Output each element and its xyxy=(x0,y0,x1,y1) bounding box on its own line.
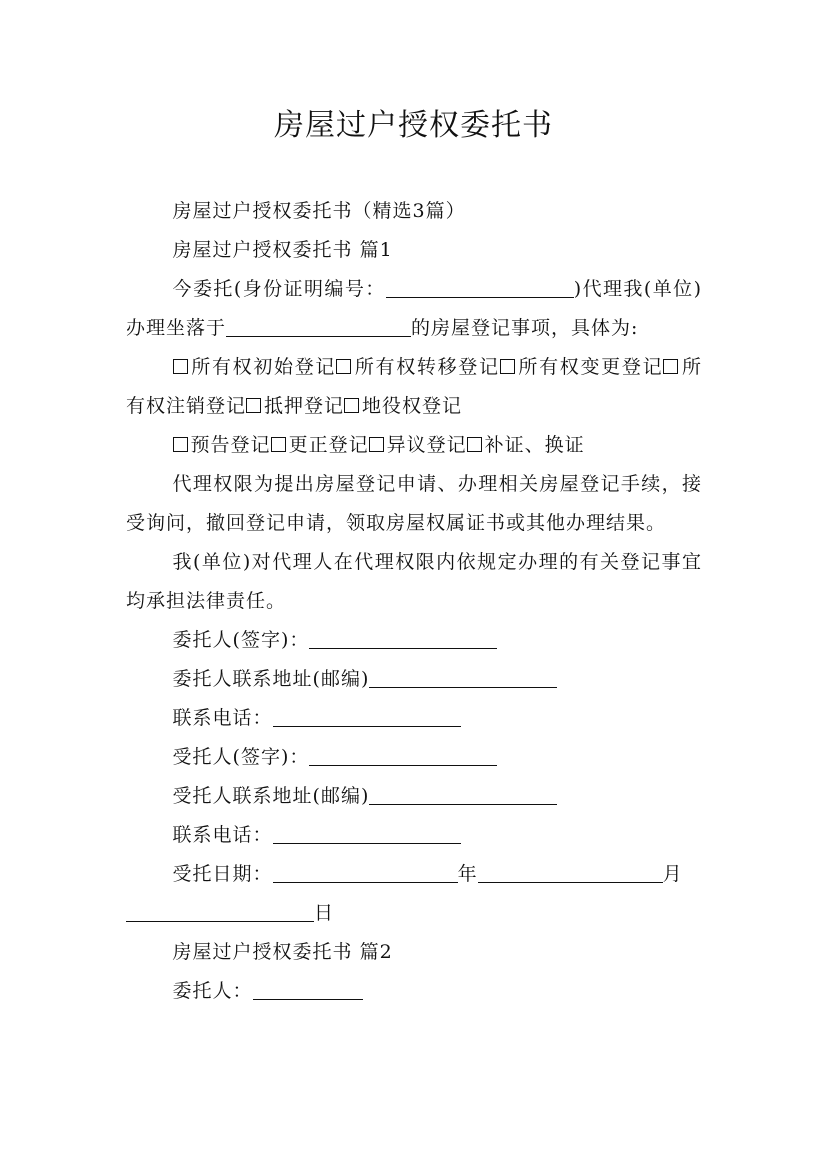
section-heading-2: 房屋过户授权委托书 篇2 xyxy=(172,941,393,963)
checkbox-icon xyxy=(369,437,384,452)
address-blank xyxy=(369,783,557,805)
checkbox-list-1 xyxy=(126,348,702,426)
address-blank xyxy=(369,666,557,688)
principal-phone-field: 联系电话： xyxy=(126,699,702,738)
checkbox-icon xyxy=(344,398,359,413)
checkbox-icon xyxy=(500,359,515,374)
checkbox-icon xyxy=(271,437,286,452)
location-blank xyxy=(226,315,411,337)
phone-blank xyxy=(273,705,461,727)
section2-principal-field: 委托人： xyxy=(126,972,702,1011)
checkbox-item: 异议登记 xyxy=(369,434,467,456)
principal-sign-field: 委托人(签字)： xyxy=(126,621,702,660)
document-title: 房屋过户授权委托书 xyxy=(274,108,553,143)
checkbox-item: 地役权登记 xyxy=(344,395,462,417)
checkbox-item: 所有权注销登记 xyxy=(126,356,702,417)
checkbox-icon xyxy=(467,437,482,452)
entrust-text-c: 的房屋登记事项，具体为: xyxy=(411,317,639,339)
id-number-blank xyxy=(386,276,574,298)
principal-address-field: 委托人联系地址(邮编) xyxy=(126,660,702,699)
subtitle: 房屋过户授权委托书（精选3篇） xyxy=(172,200,466,222)
section-heading-1: 房屋过户授权委托书 篇1 xyxy=(172,239,393,261)
checkbox-item: 所有权初始登记 xyxy=(173,356,337,378)
checkbox-item: 补证、换证 xyxy=(467,434,585,456)
agent-phone-field: 联系电话： xyxy=(126,816,702,855)
signature-blank xyxy=(309,627,497,649)
day-blank xyxy=(126,900,314,922)
checkbox-icon xyxy=(246,398,261,413)
signature-blank xyxy=(309,744,497,766)
checkbox-item: 抵押登记 xyxy=(246,395,344,417)
entrust-text-a: 今委托(身份证明编号： xyxy=(172,278,386,300)
entrust-date-field: 受托日期： 年 月 xyxy=(172,863,683,885)
entrust-date-day: 日 xyxy=(126,894,702,933)
scope-paragraph: 代理权限为提出房屋登记申请、办理相关房屋登记手续，接受询问，撤回登记申请，领取房屋权属证书或其他办理结果。 xyxy=(126,473,702,534)
agent-sign-field: 受托人(签字)： xyxy=(126,738,702,777)
month-blank xyxy=(478,861,663,883)
checkbox-item: 预告登记 xyxy=(173,434,271,456)
checkbox-icon xyxy=(173,359,188,374)
checkbox-item: 更正登记 xyxy=(271,434,369,456)
checkbox-list-2 xyxy=(126,426,702,465)
checkbox-icon xyxy=(336,359,351,374)
checkbox-item: 所有权变更登记 xyxy=(500,356,664,378)
document-body xyxy=(126,192,702,1011)
entrust-paragraph xyxy=(126,270,702,348)
checkbox-item: 所有权转移登记 xyxy=(336,356,500,378)
principal-blank xyxy=(253,978,363,1000)
year-blank xyxy=(273,861,458,883)
phone-blank xyxy=(273,822,461,844)
checkbox-icon xyxy=(173,437,188,452)
agent-address-field: 受托人联系地址(邮编) xyxy=(126,777,702,816)
entrust-text-b: )代理我(单位)办理坐落于 xyxy=(126,278,702,339)
checkbox-icon xyxy=(663,359,678,374)
liability-paragraph: 我(单位)对代理人在代理权限内依规定办理的有关登记事宜均承担法律责任。 xyxy=(126,551,702,612)
